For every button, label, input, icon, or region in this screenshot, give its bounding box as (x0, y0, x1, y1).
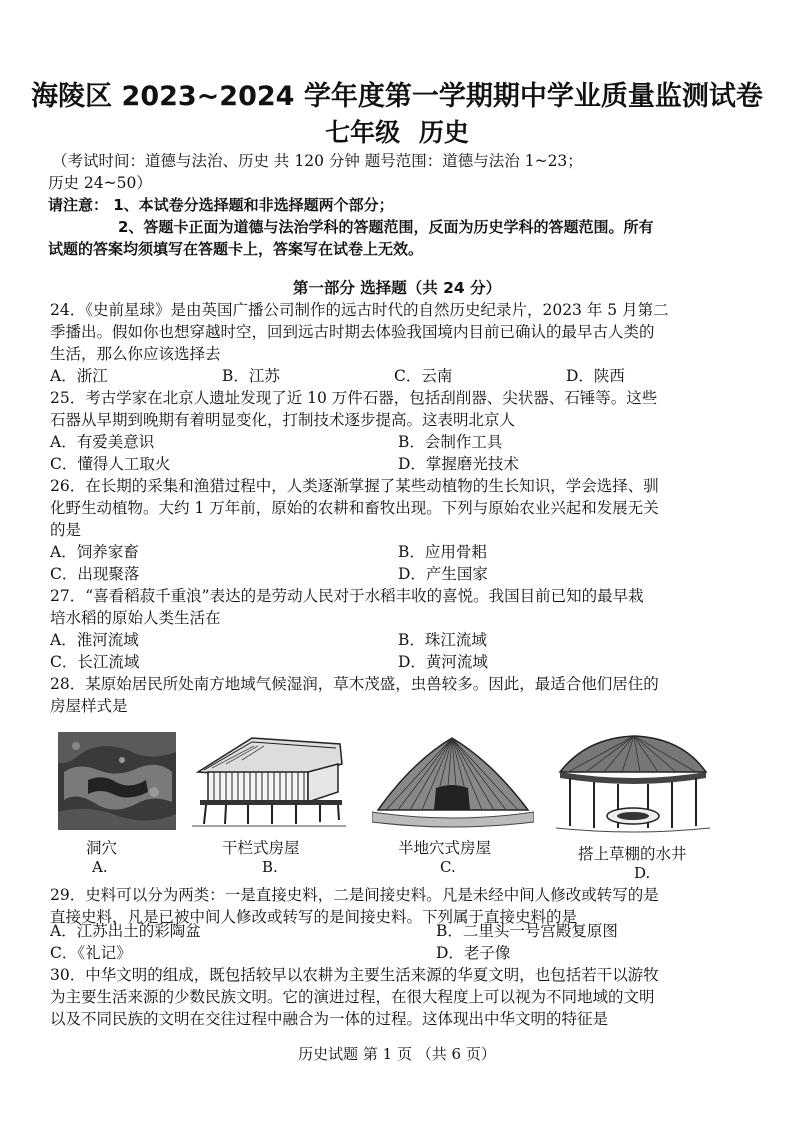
q24-option-d: D．陕西 (566, 367, 625, 385)
q27-stem-1: 27．“喜看稻菽千重浪”表达的是劳动人民对于水稻丰收的喜悦。我国目前已知的最早栽 (50, 587, 644, 605)
q27-option-c: C．长江流域 (50, 653, 140, 671)
q27-option-a: A．淮河流域 (50, 631, 139, 649)
q26-stem-2: 化野生动植物。大约 1 万年前，原始的农耕和畜牧出现。下列与原始农业兴起和发展无关 (50, 499, 659, 517)
q26-option-c: C．出现聚落 (50, 565, 140, 583)
q24-stem-2: 季播出。假如你也想穿越时空，回到远古时期去体验我国境内目前已确认的最早古人类的 (50, 323, 655, 341)
q26-option-b: B．应用骨耜 (398, 543, 487, 561)
exam-info-line-2: 历史 24~50） (48, 174, 152, 192)
q28-picture-d-letter: D. (634, 864, 651, 882)
q29-option-d: D．老子像 (436, 944, 511, 962)
q24-option-b: B．江苏 (222, 367, 280, 385)
q28-picture-b-caption: 干栏式房屋 (222, 839, 300, 857)
q28-picture-b-letter: B. (262, 858, 278, 876)
exam-subtitle: 七年级 历史 (325, 118, 469, 147)
q30-stem-3: 以及不同民族的文明在交往过程中融合为一体的过程。这体现出中华文明的特征是 (50, 1010, 609, 1028)
q28-picture-a-letter: A. (92, 858, 108, 876)
q28-stem-2: 房屋样式是 (50, 697, 128, 715)
q29-option-c: C．《礼记》 (50, 944, 132, 962)
q25-option-b: B．会制作工具 (398, 433, 503, 451)
notice-line-1: 请注意： 1、本试卷分选择题和非选择题两个部分； (48, 196, 394, 214)
q24-stem-1: 24．《史前星球》是由英国广播公司制作的远古时代的自然历史纪录片，2023 年 5 月第二 (50, 301, 669, 319)
section-title: 第一部分 选择题（共 24 分） (292, 279, 502, 297)
q29-stem-1: 29．史料可以分为两类：一是直接史料，二是间接史料。凡是未经中间人修改或转写的是 (50, 886, 659, 904)
notice-line-3: 试题的答案均须填写在答题卡上，答案写在试卷上无效。 (48, 240, 424, 258)
q26-stem-1: 26．在长期的采集和渔猎过程中，人类逐渐掌握了某些动植物的生长知识，学会选择、驯 (50, 477, 659, 495)
q29-option-a: A．江苏出土的彩陶盆 (50, 922, 201, 940)
cave-picture (58, 732, 176, 830)
stilt-house-picture (192, 734, 346, 830)
q24-option-c: C．云南 (394, 367, 453, 385)
q28-picture-a-caption: 洞穴 (86, 839, 118, 857)
q26-option-d: D．产生国家 (398, 565, 488, 583)
q26-option-a: A．饲养家畜 (50, 543, 139, 561)
q25-stem-2: 石器从早期到晚期有着明显变化，打制技术逐步提高。这表明北京人 (50, 411, 516, 429)
q27-option-d: D．黄河流域 (398, 653, 488, 671)
page-footer: 历史试题 第 1 页 （共 6 页） (298, 1045, 496, 1063)
q29-stem-2: 直接史料，凡是已被中间人修改或转写的是间接史料。下列属于直接史料的是 (50, 908, 578, 926)
q28-picture-c-caption: 半地穴式房屋 (398, 839, 492, 857)
q27-option-b: B．珠江流域 (398, 631, 487, 649)
q28-picture-c-letter: C. (440, 858, 456, 876)
q26-stem-3: 的是 (50, 521, 82, 539)
exam-info-line-1: （考试时间：道德与法治、历史 共 120 分钟 题号范围：道德与法治 1~23； (52, 152, 583, 170)
exam-title: 海陵区 2023~2024 学年度第一学期期中学业质量监测试卷 (31, 81, 763, 112)
q25-option-c: C．懂得人工取火 (50, 455, 171, 473)
q30-stem-2: 为主要生活来源的少数民族文明。它的演进过程，在很大程度上可以视为不同地域的文明 (50, 988, 655, 1006)
q28-stem-1: 28．某原始居民所处南方地域气候湿润，草木茂盛，虫兽较多。因此，最适合他们居住的 (50, 675, 659, 693)
q25-option-d: D．掌握磨光技术 (398, 455, 519, 473)
q24-stem-3: 生活，那么你应该选择去 (50, 345, 221, 363)
q27-stem-2: 培水稻的原始人类生活在 (50, 609, 221, 627)
q24-option-a: A．浙江 (50, 367, 108, 385)
semi-subterranean-house-picture (372, 732, 534, 832)
notice-line-2: 2、答题卡正面为道德与法治学科的答题范围，反面为历史学科的答题范围。所有 (118, 218, 654, 236)
q25-stem-1: 25．考古学家在北京人遗址发现了近 10 万件石器，包括刮削器、尖状器、石锤等。这些 (50, 389, 658, 407)
thatched-well-picture (556, 732, 710, 836)
q28-picture-d-caption: 搭上草棚的水井 (578, 845, 687, 863)
q29-option-b: B．二里头一号宫殿复原图 (436, 922, 618, 940)
q30-stem-1: 30．中华文明的组成，既包括较早以农耕为主要生活来源的华夏文明，也包括若干以游牧 (50, 966, 659, 984)
q25-option-a: A．有爱美意识 (50, 433, 155, 451)
